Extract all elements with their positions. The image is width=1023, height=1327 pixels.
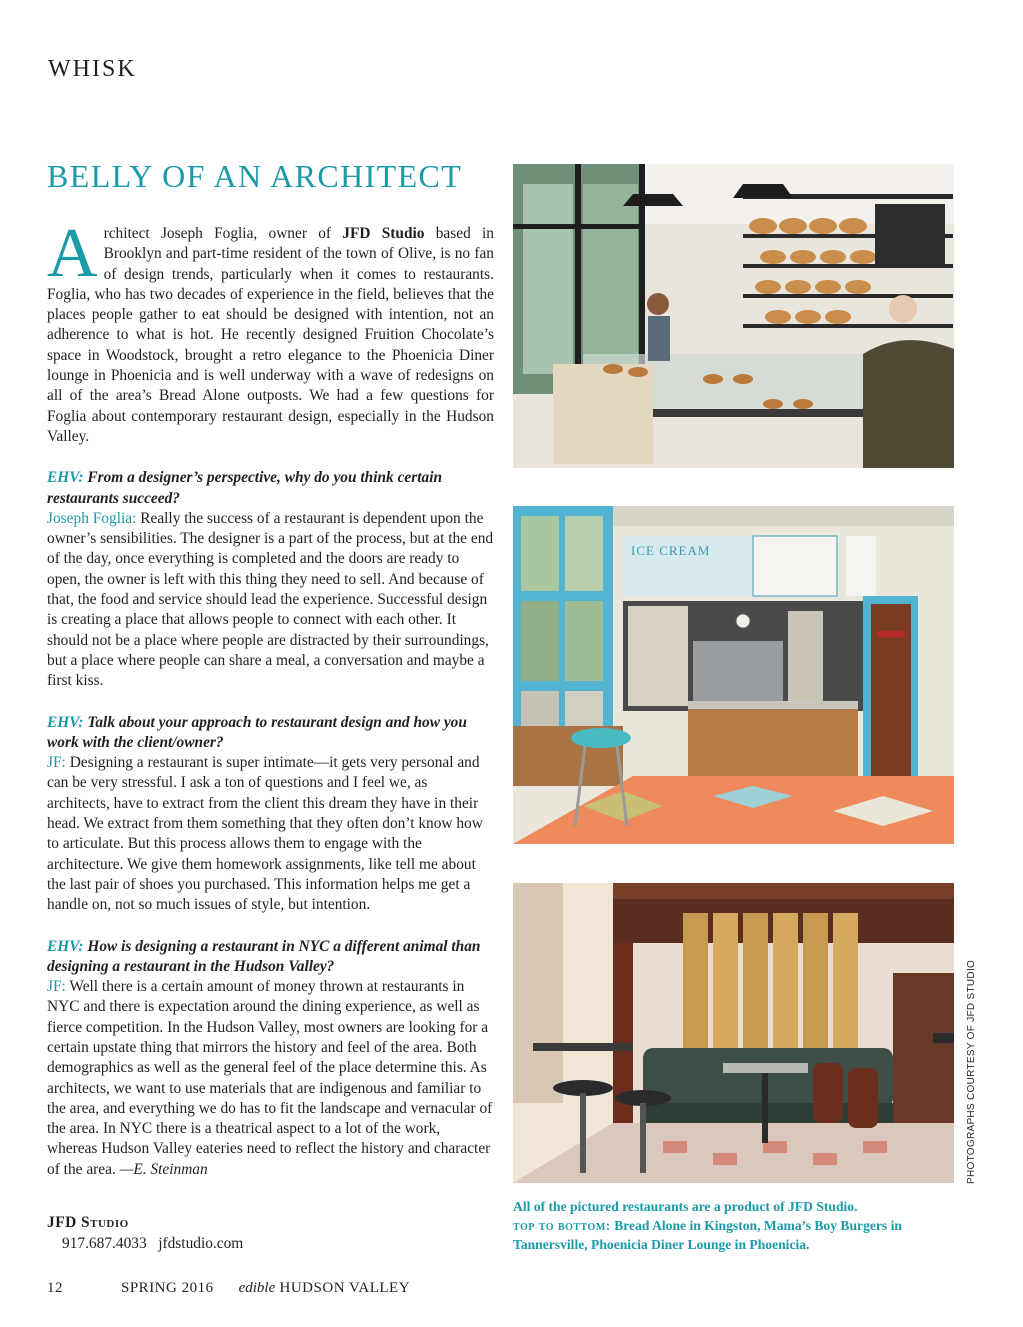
issue-date: SPRING 2016 bbox=[121, 1280, 214, 1296]
question bbox=[47, 713, 494, 754]
studio-credit bbox=[47, 1212, 243, 1254]
diner-lounge-illustration bbox=[513, 883, 954, 1183]
intro-text-rest: based in Brooklyn and part-time resident of the town of Olive, is no fan of design trends, particularly when it comes to restaurants. Foglia, who has two decades of experience in the field, believes that the places people gather to eat should be designed with intention, not an adherence to what is hot. He recently designed Fruition Chocolate’s space in Woodstock, brought a retro elegance to the Phoenicia Diner lounge in Phoenicia and is well underway with a wave of redesigns on all of the area’s Bread Alone outposts. We had a few questions for Foglia about contemporary restaurant design, especially in the Hudson Valley. bbox=[47, 225, 494, 445]
interview bbox=[47, 468, 494, 1180]
caption-line-1: All of the pictured restaurants are a product of JFD Studio. bbox=[513, 1199, 858, 1214]
studio-credit-name: JFD Studio bbox=[47, 1214, 129, 1231]
article-headline: BELLY OF AN ARCHITECT bbox=[47, 158, 463, 194]
question-asker: EHV: bbox=[47, 469, 84, 487]
page-footer bbox=[47, 1280, 410, 1297]
magazine-name: HUDSON VALLEY bbox=[275, 1280, 411, 1296]
caption-rest: Bread Alone in Kingston, Mama’s Boy Burgers in Tannersville, Phoenicia Diner Lounge in Phoenicia. bbox=[513, 1218, 902, 1252]
photo-ice-cream-shop bbox=[513, 506, 954, 844]
question-asker: EHV: bbox=[47, 713, 84, 731]
magazine-name-italic: edible bbox=[238, 1280, 276, 1296]
studio-website[interactable]: jfdstudio.com bbox=[158, 1235, 244, 1252]
ice-cream-sign: ICE CREAM bbox=[631, 543, 711, 558]
author-signoff: —E. Steinman bbox=[119, 1160, 208, 1178]
answer-text: Well there is a certain amount of money thrown at restaurants in NYC and there is expectation around the dining experience, as well as fierce competition. In the Hudson Valley, most owners are looking for a certain upstate thing that mirrors the history and feel of the area. Both demographics as well as the general feel of the place determine this. As architects, we want to use materials that are indigenous and familiar to the area, and everything we do has to fit the landscape and vernacular of the area. In NYC there is a theatrical aspect to a lot of the work, whereas Hudson Valley eateries need to reflect the history and character of the area. bbox=[47, 978, 493, 1178]
caption-line-2 bbox=[513, 1216, 953, 1254]
answer bbox=[47, 753, 494, 915]
page-number: 12 bbox=[47, 1280, 63, 1296]
intro-text-start: rchitect Joseph Foglia, owner of bbox=[103, 225, 343, 242]
answer-text: Really the success of a restaurant is dependent upon the owner’s sensibilities. The designer is a part of the process, but at the end of the day, once everything is completed and the doors are ready to open, the owner is left with this thing they need to sell. And because of that, the food and service should lead the experience. Successful design is creating a place that allows people to connect with each other. It should not be a place where people are distracted by their surroundings, but a place where people can share a meal, a conversation and maybe a first kiss. bbox=[47, 509, 494, 690]
answer bbox=[47, 977, 494, 1180]
answer bbox=[47, 509, 494, 692]
photo-bakery bbox=[513, 164, 954, 468]
article-body bbox=[47, 215, 494, 1180]
answer-speaker: JF: bbox=[47, 754, 66, 772]
qa-block bbox=[47, 468, 494, 691]
question-text: From a designer’s perspective, why do you think certain restaurants succeed? bbox=[47, 469, 443, 507]
section-label: WHISK bbox=[48, 56, 137, 82]
question-text: Talk about your approach to restaurant design and how you work with the client/owner? bbox=[47, 713, 467, 751]
photo-credit: PHOTOGRAPHS COURTESY OF JFD STUDIO bbox=[966, 959, 977, 1184]
answer-text: Designing a restaurant is super intimate—it gets very personal and can be very stressful. I ask a ton of questions and I feel we, as architects, have to extract from the client this dream they have in their head. We extract from them something that they often don’t know how to articulate. But this process allows them to engage with the architecture. We give them homework assignments, like tell me about the last pair of shoes you purchased. This information helps me get a handle on, not so much issues of style, but intention. bbox=[47, 754, 483, 914]
question bbox=[47, 937, 494, 978]
studio-name: JFD Studio bbox=[342, 225, 425, 242]
studio-phone: 917.687.4033 bbox=[62, 1235, 147, 1252]
photo-caption bbox=[513, 1197, 953, 1254]
studio-contact bbox=[47, 1233, 243, 1254]
ice-cream-shop-illustration bbox=[513, 506, 954, 844]
intro-paragraph bbox=[47, 215, 494, 447]
caption-lead: top to bottom: bbox=[513, 1218, 611, 1233]
bakery-illustration bbox=[513, 164, 954, 468]
question bbox=[47, 468, 494, 509]
photo-diner-lounge bbox=[513, 883, 954, 1183]
drop-cap: A bbox=[47, 215, 98, 292]
question-asker: EHV: bbox=[47, 937, 84, 955]
question-text: How is designing a restaurant in NYC a different animal than designing a restaurant in the Hudson Valley? bbox=[47, 937, 481, 975]
qa-block bbox=[47, 937, 494, 1181]
answer-speaker: Joseph Foglia: bbox=[47, 509, 137, 527]
qa-block bbox=[47, 713, 494, 916]
answer-speaker: JF: bbox=[47, 978, 66, 996]
